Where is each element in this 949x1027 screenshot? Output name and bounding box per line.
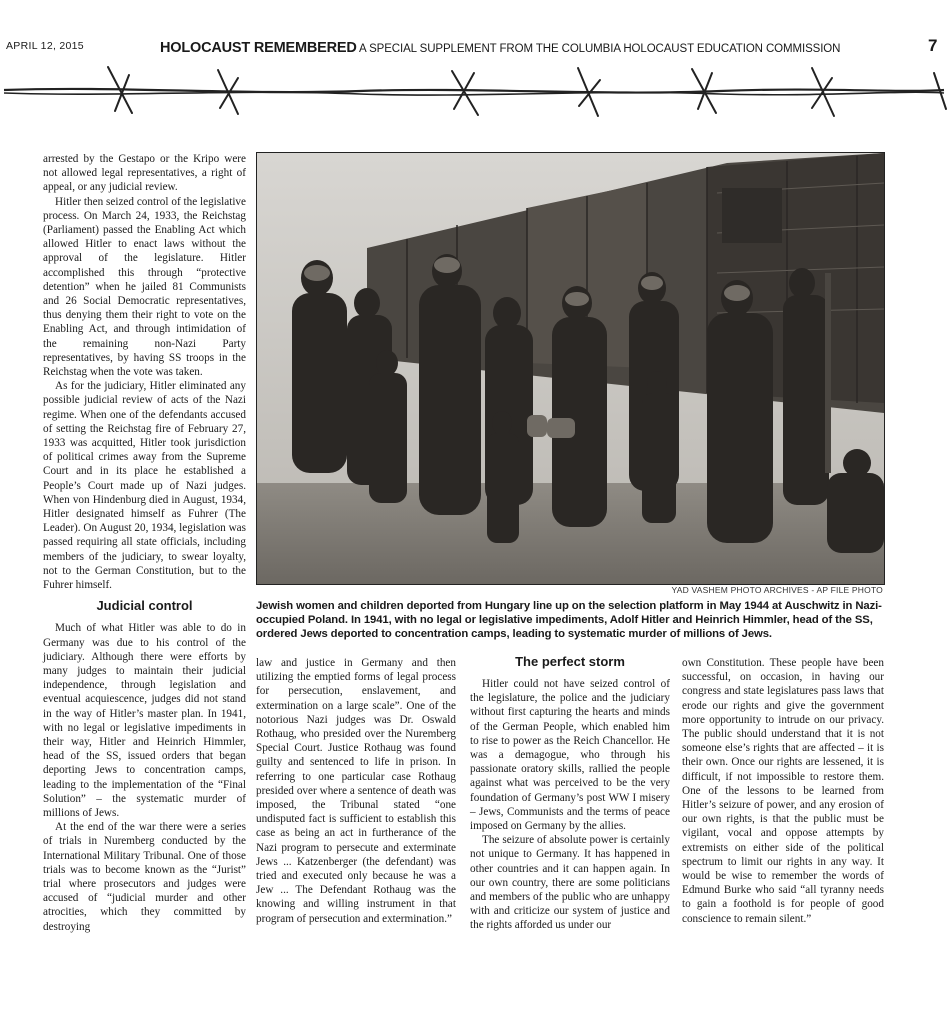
article-column-1 (43, 152, 246, 934)
subhead-judicial-control: Judicial control (96, 598, 193, 614)
page-number: 7 (928, 36, 938, 55)
photo-caption: Jewish women and children deported from Hungary line up on the selection platform in May 1944 at Auschwitz in Nazi-occupied Poland. In 1941, with no legal or legislative impediments, Adolf Hitler and Heinrich Himmler, head of the SS, ordered Jews deported to concentration camps, leading to systematic murder of millions of Jews. (256, 600, 882, 640)
supplement-title (160, 40, 840, 56)
column1-paragraph-5: At the end of the war there were a series of trials in Nuremberg conducted by the International Military Tribunal. One of those trials was to become known as the “Jurist” trial where prosecutors and judges were accused of “judicial murder and other atrocities, which they committed by destroying (43, 821, 246, 933)
deportation-photo (256, 152, 885, 585)
article-column-2 (256, 656, 456, 926)
photo-illustration (257, 153, 884, 584)
column1-paragraph-1: arrested by the Gestapo or the Kripo were not allowed legal representatives, a right of appeal, or any judicial review. (43, 153, 246, 194)
supplement-title-bold: HOLOCAUST REMEMBERED (160, 40, 357, 56)
subhead-perfect-storm: The perfect storm (515, 654, 625, 669)
column4-paragraph-1: own Constitution. These people have been successful, on occasion, in having our congress and state legislatures pass laws that erode our rights and give the government more opportunity to intrude on our privacy. The public should understand that it is not someone else’s rights that are affected – it is their own. Once our rights are lessened, it is difficult, if not impossible to restore them. One of the lessons to be learned from Hitler’s seizure of power, and any erosion of our own rights, is that the public must be vigilant, vocal and oppose attempts by extremists on either side of the political spectrum to limit our rights in any way. It would be wise to remember the words of Edmund Burke who said “all tyranny needs to gain a foothold is for people of good conscience to remain silent.” (682, 657, 884, 925)
barbed-wire-divider (0, 62, 949, 124)
column1-paragraph-2: Hitler then seized control of the legislative process. On March 24, 1933, the Reichstag (Parliament) passed the Enabling Act which allowed Hitler to enact laws without the approval of the legislature. Hitler accomplished this through “protective detention” when he jailed 81 Communists and 26 Social Democratic representatives, thus denying them their right to vote on the Enabling Act, and through intimidation of the remaining non-Nazi Party representatives, by having SS troops in the Reichstag when the vote was taken. (43, 195, 246, 379)
photo-credit: YAD VASHEM PHOTO ARCHIVES - AP FILE PHOTO (671, 585, 883, 595)
column3-paragraph-2: The seizure of absolute power is certainly not unique to Germany. It has happened in other countries and it can happen again. In our own country, there are some politicians and members of the public who are unhappy with and criticize our system of justice and the rights afforded us under our (470, 834, 670, 932)
column3-paragraph-1: Hitler could not have seized control of the legislature, the police and the judiciary without first capturing the hearts and minds of the German People, which enabled him to rise to power as the Reich Chancellor. He was a demagogue, who through his passionate oratory skills, rallied the people against what was perceived to be the very foundation of Germany’s post WW I misery – Jews, Communists and the terms of peace imposed on Germany by the allies. (470, 678, 670, 833)
column1-paragraph-3: As for the judiciary, Hitler eliminated any possible judicial review of acts of the Nazi regime. When one of the defendants accused of setting the Reichstag fire of February 27, 1933 was acquitted, Hitler took jurisdiction of political crimes away from the Supreme Court and in its place he established a People’s Court made up of Nazi judges. When von Hindenburg died in August, 1934, Hitler designated himself as Fuhrer (The Leader). On August 20, 1934, legislation was passed requiring all state officials, including members of the judiciary, to swear loyalty, not to the German Constitution, but to the Fuhrer himself. (43, 380, 246, 592)
issue-date: APRIL 12, 2015 (6, 40, 84, 52)
article-column-4 (682, 656, 884, 926)
article-column-3 (470, 648, 670, 933)
supplement-title-rest: A SPECIAL SUPPLEMENT FROM THE COLUMBIA HOLOCAUST EDUCATION COMMISSION (356, 43, 841, 55)
column1-paragraph-4: Much of what Hitler was able to do in Germany was due to his control of the judiciary. Although there were efforts by many judges to maintain their judicial independence, through legislation and eventual acquiescence, judges did not stand in the way of Hitler’s master plan. In 1941, with no legal or legislative impediments in their way, Hitler and Heinrich Himmler, head of the SS, issued orders that began deporting Jews to concentration camps, leading to the implementation of the “Final Solution” – the systematic murder of millions of Jews. (43, 622, 246, 819)
column2-paragraph-1: law and justice in Germany and then utilizing the emptied forms of legal process for persecution, enslavement, and extermination on a large scale”. One of the notorious Nazi judges was Dr. Oswald Rothaug, who presided over the Nuremberg Special Court. Justice Rothaug was found guilty and sentenced to life in prison. In referring to one particular case Rothaug presided over where a sentence of death was imposed, the Tribunal stated “one undisputed fact is sufficient to establish this case as being an act in furtherance of the Nazi program to persecute and exterminate Jews ... Katzenberger (the defendant) was tried and executed only because he was a Jew ... The Defendant Rothaug was the knowing and willing instrument in that program of persecution and extermination.” (256, 657, 456, 925)
